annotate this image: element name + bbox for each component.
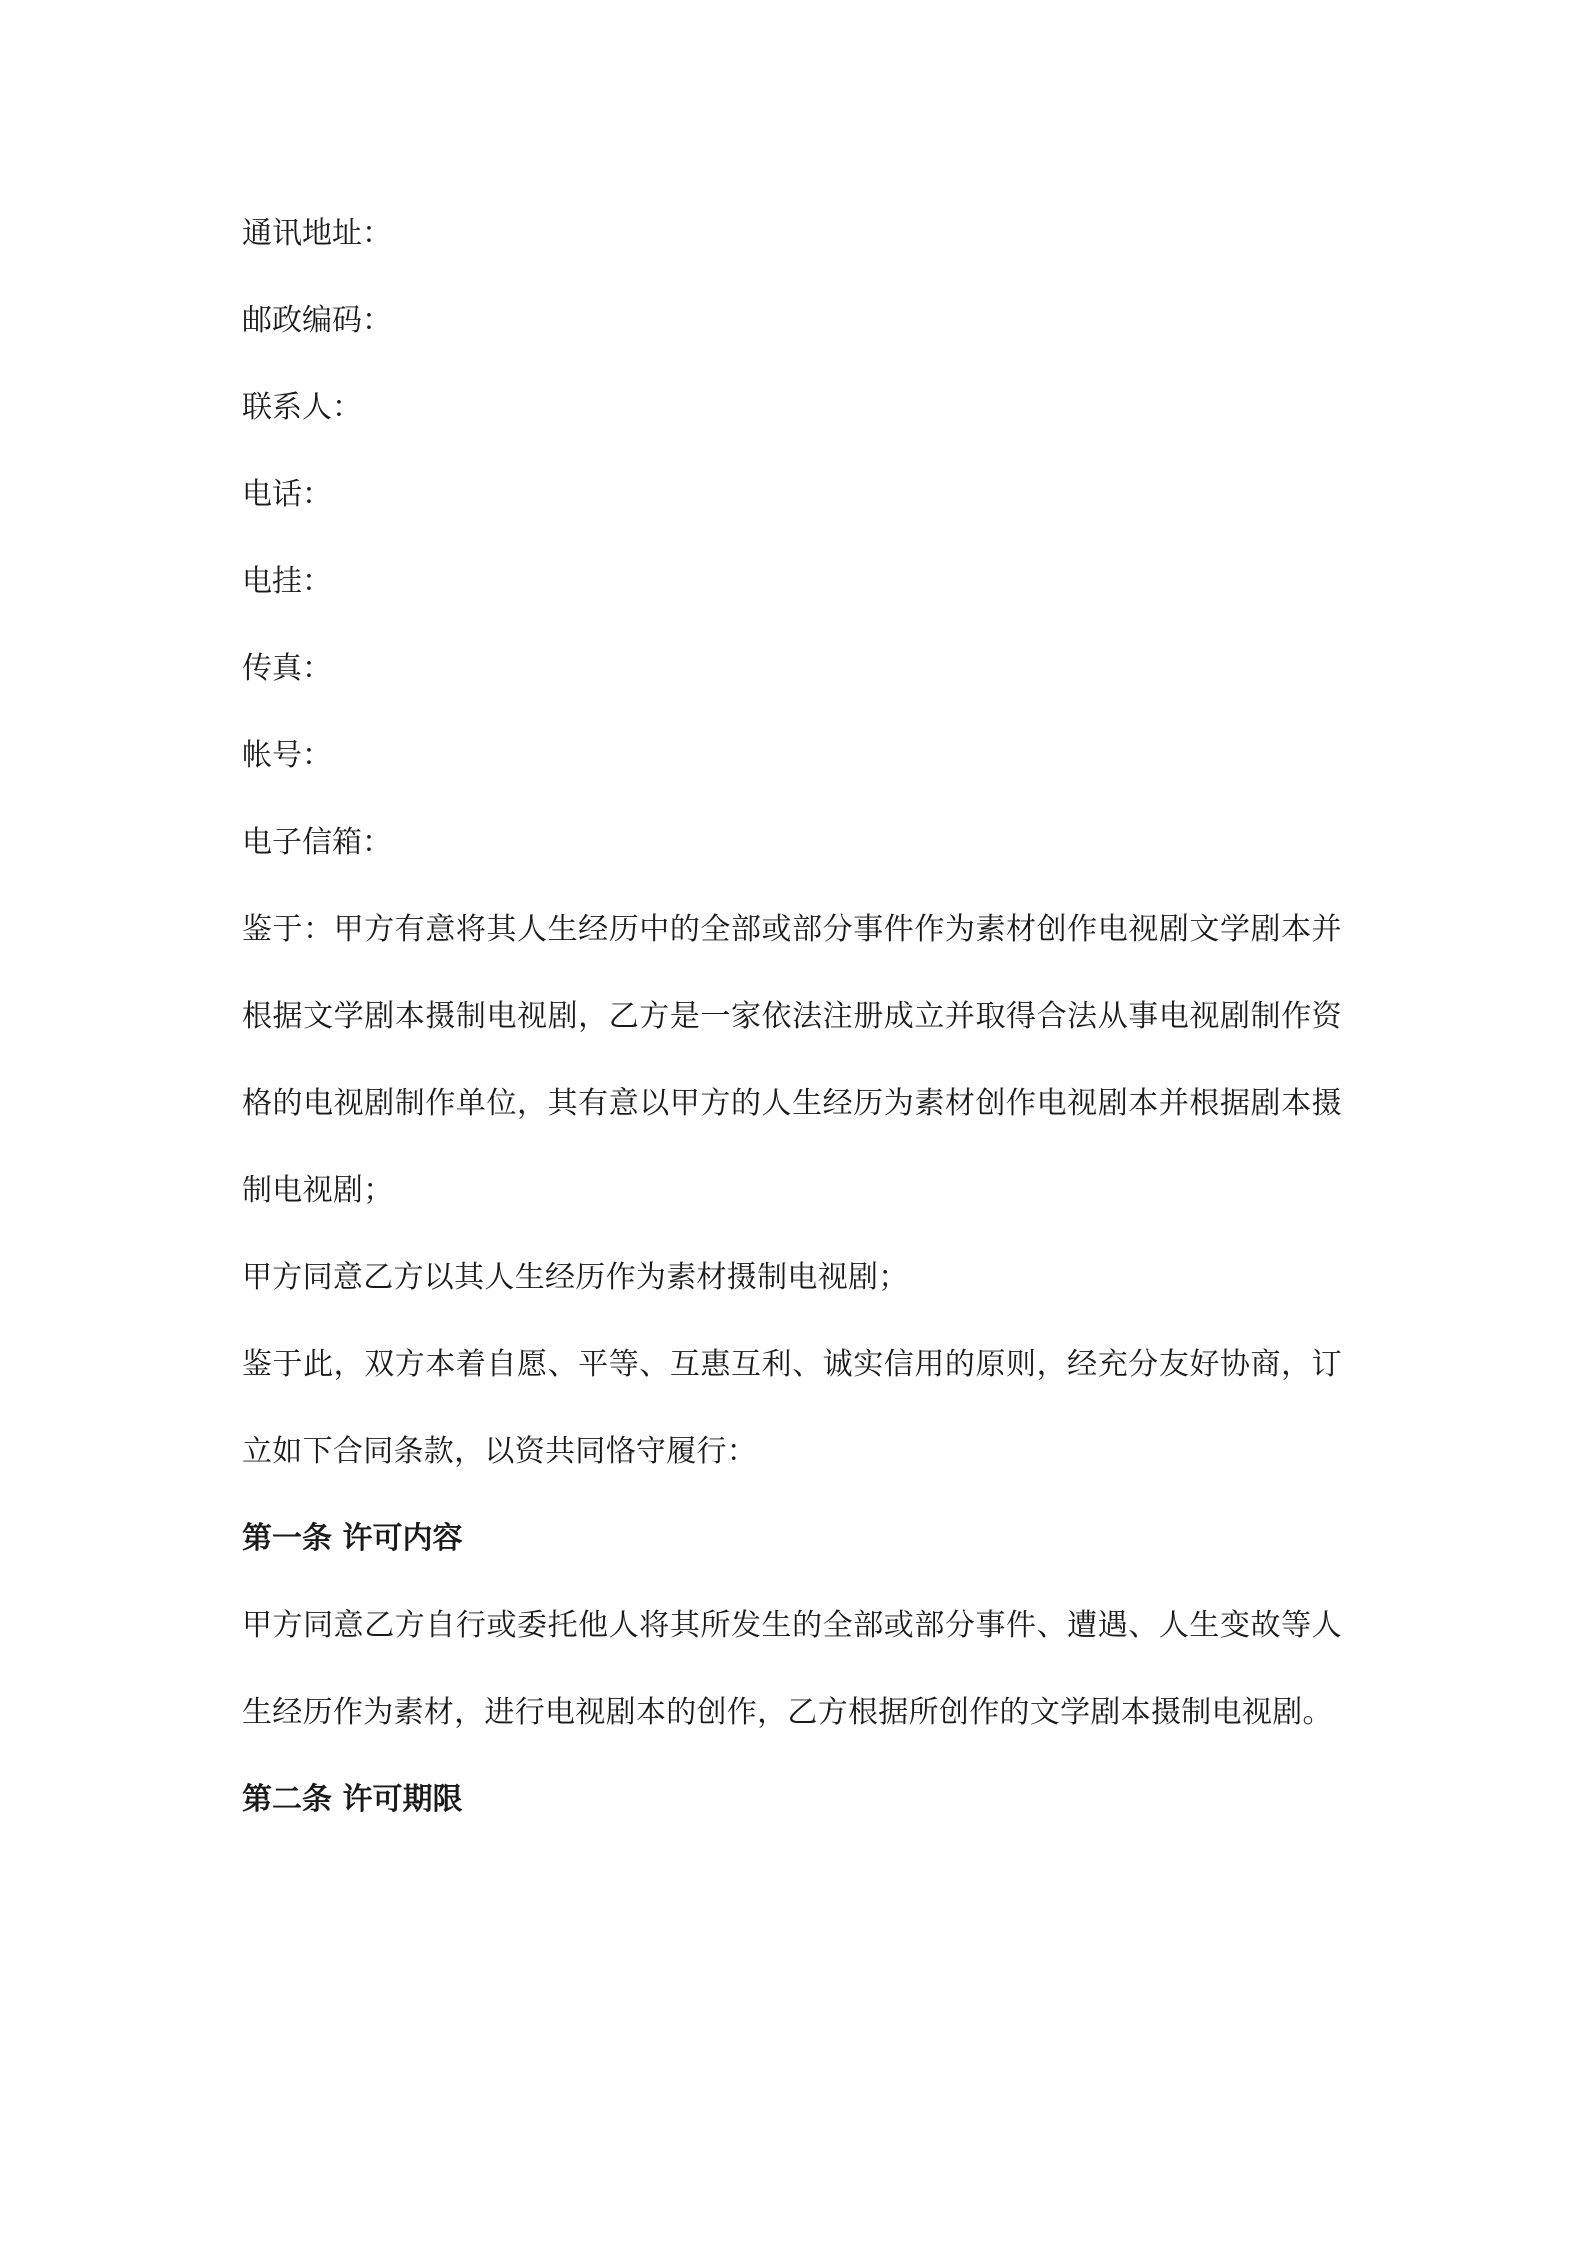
recital-whereas-2: 甲方同意乙方以其人生经历作为素材摄制电视剧； — [242, 1260, 909, 1295]
fax-field: 传真： — [242, 651, 332, 686]
phone-field: 电话： — [242, 477, 332, 512]
email-field: 电子信箱： — [242, 825, 392, 860]
article-1-heading: 第一条 许可内容 — [242, 1521, 463, 1556]
article-1-body: 甲方同意乙方自行或委托他人将其所发生的全部或部分事件、遭遇、人生变故等人生经历作为素材，进行电视剧本的创作，乙方根据所创作的文学剧本摄制电视剧。 — [242, 1608, 1342, 1730]
recital-whereas-3: 鉴于此，双方本着自愿、平等、互惠互利、诚实信用的原则，经充分友好协商，订立如下合同条款，以资共同恪守履行： — [242, 1347, 1342, 1469]
document-body — [242, 190, 1342, 1843]
contact-field: 联系人： — [242, 390, 362, 425]
mobile-field: 电挂： — [242, 564, 332, 599]
article-2-heading: 第二条 许可期限 — [242, 1782, 463, 1817]
address-field: 通讯地址： — [242, 216, 392, 251]
postcode-field: 邮政编码： — [242, 303, 392, 338]
account-field: 帐号： — [242, 738, 332, 773]
recital-whereas-1: 鉴于：甲方有意将其人生经历中的全部或部分事件作为素材创作电视剧文学剧本并根据文学剧本摄制电视剧，乙方是一家依法注册成立并取得合法从事电视剧制作资格的电视剧制作单位，其有意以甲方的人生经历为素材创作电视剧本并根据剧本摄制电视剧； — [242, 912, 1342, 1208]
